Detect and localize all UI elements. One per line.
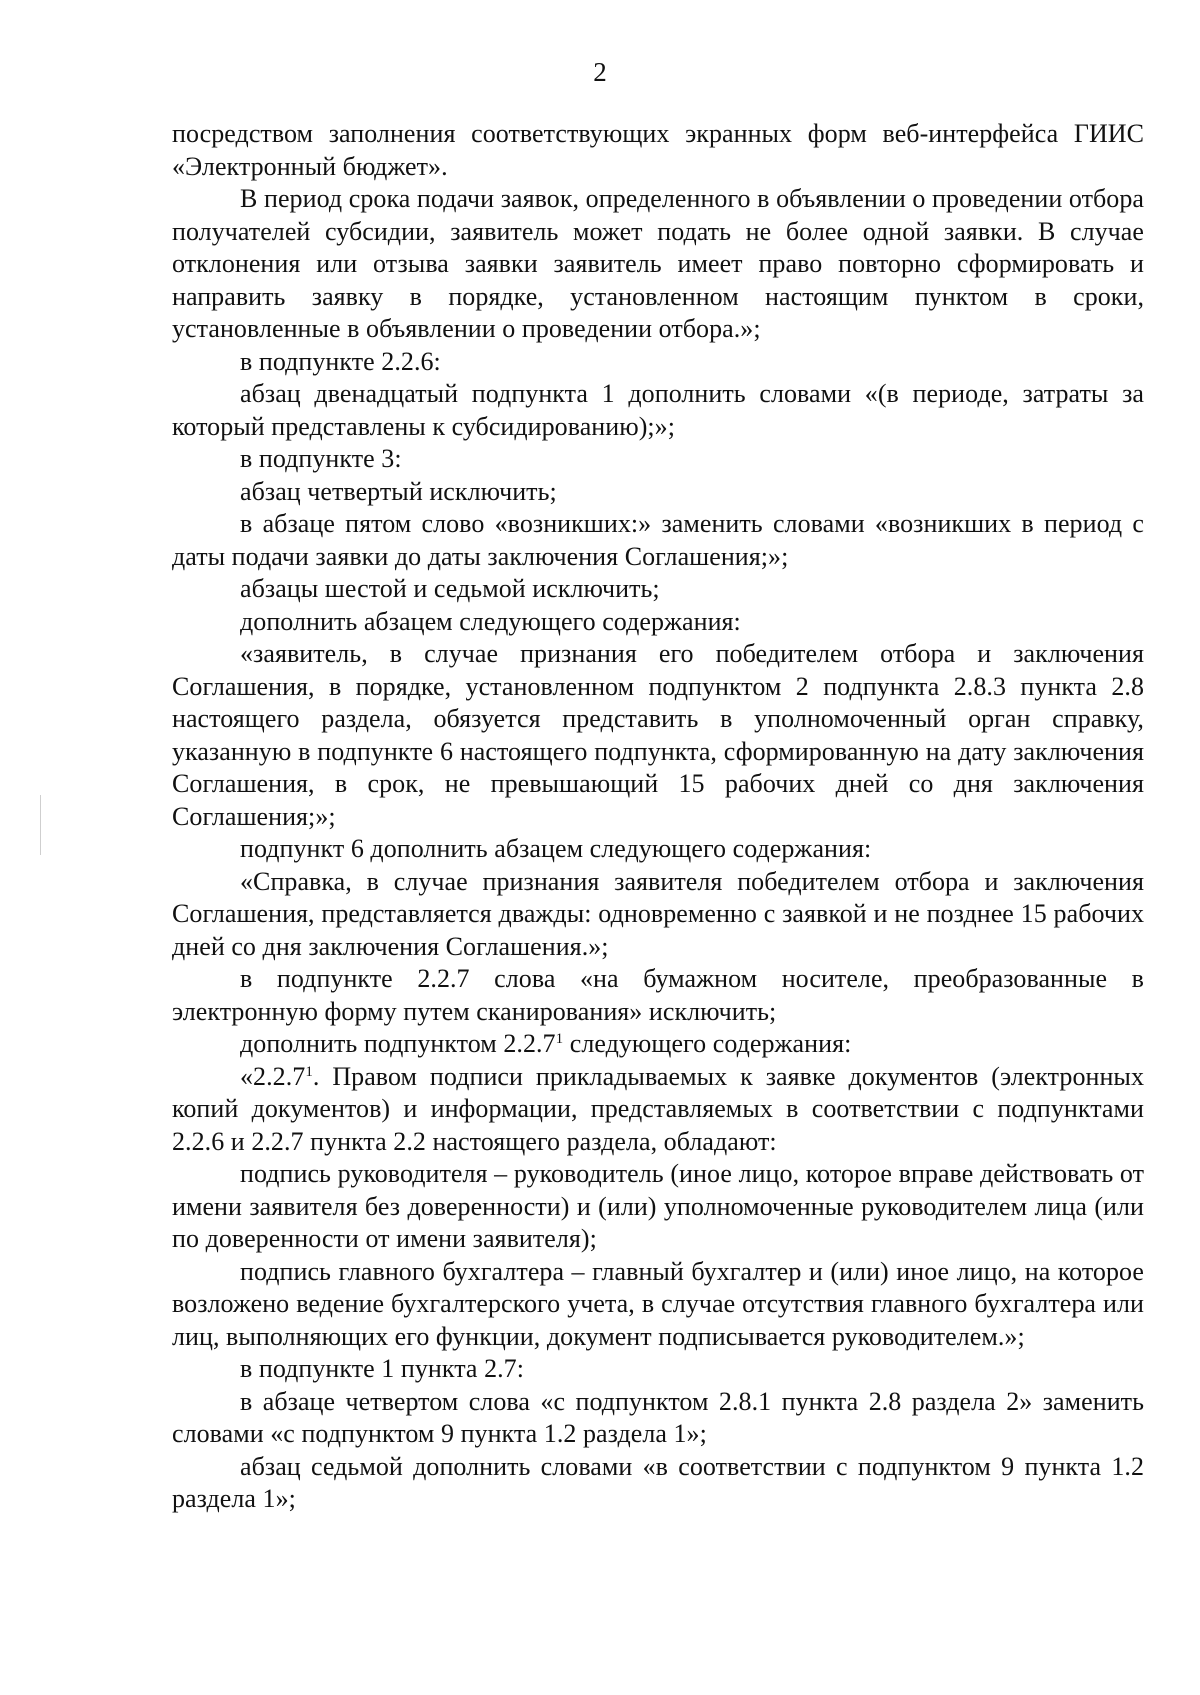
- paragraph-add-abzac: дополнить абзацем следующего содержания:: [240, 606, 741, 636]
- paragraph-subpoint-1-point-2-7: в подпункте 1 пункта 2.7:: [240, 1354, 524, 1383]
- text-segment: . Правом подписи прикладываемых к заявке документов (электронных копий документов) и информации, представляемых в соответствии с подпунктами 2.2.6 и 2.2.7 пункта 2.2 настоящего раздела, обладают:: [172, 1061, 1144, 1156]
- text-segment: дополнить подпунктом 2.2.7: [240, 1029, 556, 1058]
- text-segment: следующего содержания:: [563, 1029, 852, 1058]
- paragraph-subpoint-3: в подпункте 3:: [240, 444, 402, 473]
- text-segment: «2.2.7: [240, 1061, 306, 1091]
- superscript: 1: [555, 1031, 564, 1047]
- paragraph-application-period: В период срока подачи заявок, определенного в объявлении о проведении отбора получателей субсидии, заявитель может подать не более одной заявки. В случае отклонения или отзыва заявки заявитель имеет право повторно сформировать и направить заявку в порядке, установленном настоящим пунктом в сроки, установленные в объявлении о проведении отбора.»;: [172, 184, 1144, 343]
- scan-artifact-line: [40, 795, 41, 855]
- paragraph-fourth-abzac-replace: в абзаце четвертом слова «с подпунктом 2.8.1 пункта 2.8 раздела 2» заменить словами «с подпунктом 9 пункта 1.2 раздела 1»;: [172, 1386, 1144, 1448]
- paragraph-chief-accountant-signature: подпись главного бухгалтера – главный бухгалтер и (или) иное лицо, на которое возложено ведение бухгалтерского учета, в случае отсутствия главного бухгалтера или лиц, выполняющих его функции, документ подписывается руководителем.»;: [172, 1256, 1144, 1351]
- paragraph-fifth-abzac-replace: в абзаце пятом слово «возникших:» заменить словами «возникших в период с даты подачи заявки до даты заключения Соглашения;»;: [172, 509, 1144, 571]
- paragraph-subpoint-6-add: подпункт 6 дополнить абзацем следующего содержания:: [240, 834, 872, 863]
- paragraph-applicant-obligation: «заявитель, в случае признания его победителем отбора и заключения Соглашения, в порядке, установленном подпунктом 2 подпункта 2.8.3 пункта 2.8 настоящего раздела, обязуется представить в уполномоченный орган справку, указанную в подпункте 6 настоящего подпункта, сформированную на дату заключения Соглашения, в срок, не превышающий 15 рабочих дней со дня заключения Соглашения;»;: [172, 639, 1144, 831]
- paragraph-intro-continuation: посредством заполнения соответствующих экранных форм веб-интерфейса ГИИС «Электронный бюджет».: [172, 119, 1144, 181]
- paragraph-signature-right: [172, 1061, 1144, 1159]
- paragraph-certificate-twice: «Справка, в случае признания заявителя победителем отбора и заключения Соглашения, представляется дважды: одновременно с заявкой и не позднее 15 рабочих дней со дня заключения Соглашения.»;: [172, 866, 1144, 961]
- paragraph-sixth-seventh-exclude: абзацы шестой и седьмой исключить;: [240, 574, 660, 603]
- superscript: 1: [305, 1063, 313, 1080]
- paragraph-head-signature: подпись руководителя – руководитель (иное лицо, которое вправе действовать от имени заявителя без доверенности) и (или) уполномоченные руководителем лица (или по доверенности от имени заявителя);: [172, 1159, 1144, 1253]
- paragraph-add-subpoint-2-2-7-1: [172, 1028, 1144, 1061]
- paragraph-subpoint-2-2-7: в подпункте 2.2.7 слова «на бумажном носителе, преобразованные в электронную форму путем сканирования» исключить;: [172, 964, 1144, 1026]
- paragraph-twelfth-abzac: абзац двенадцатый подпункта 1 дополнить словами «(в периоде, затраты за который представлены к субсидированию);»;: [172, 379, 1144, 441]
- page-number: 2: [593, 57, 607, 87]
- document-body: [172, 118, 1144, 1516]
- paragraph-subpoint-2-2-6: в подпункте 2.2.6:: [240, 346, 441, 376]
- paragraph-seventh-abzac-add: абзац седьмой дополнить словами «в соответствии с подпунктом 9 пункта 1.2 раздела 1»;: [172, 1451, 1144, 1513]
- paragraph-fourth-abzac-exclude: абзац четвертый исключить;: [240, 476, 557, 506]
